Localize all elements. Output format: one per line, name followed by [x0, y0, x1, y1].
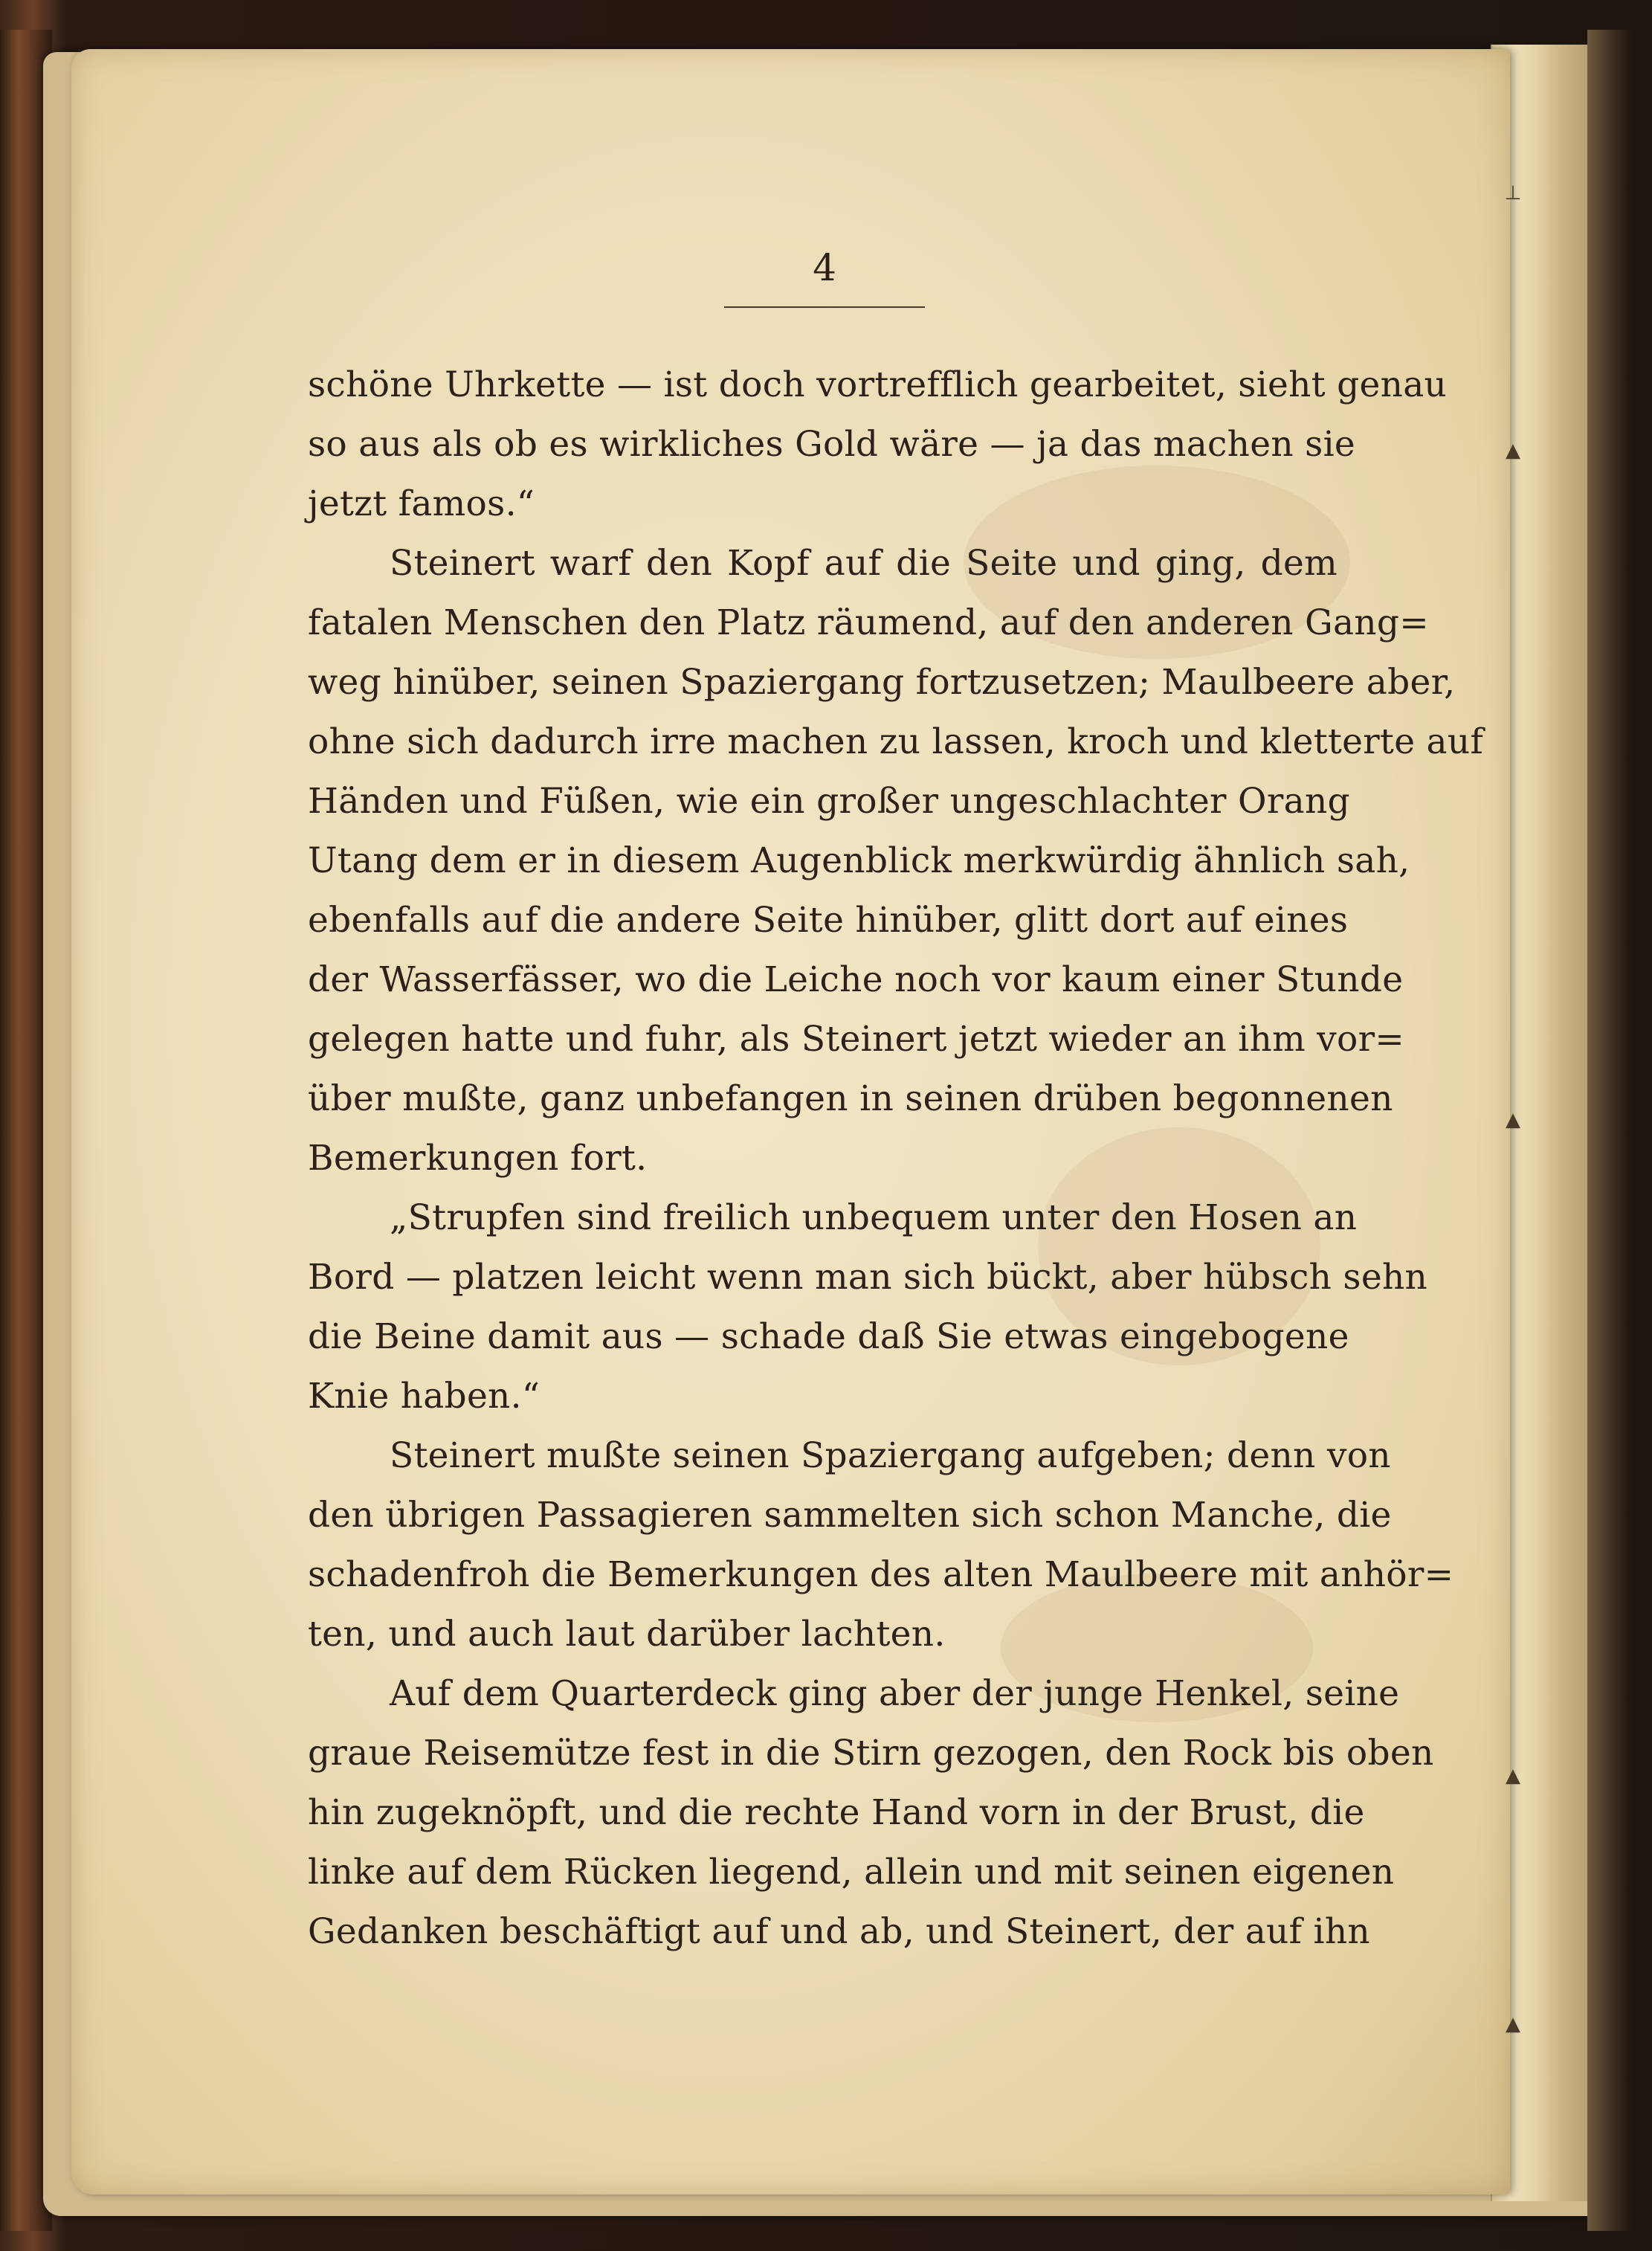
- text-line: die Beine damit aus — schade daß Sie etwas eingebogene: [308, 1316, 1349, 1357]
- text-line: ebenfalls auf die andere Seite hinüber, glitt dort auf eines: [308, 900, 1349, 941]
- text-line: Utang dem er in diesem Augenblick merkwürdig ähnlich sah,: [308, 840, 1410, 881]
- text-line: den übrigen Passagieren sammelten sich schon Manche, die: [308, 1495, 1392, 1536]
- text-line: Händen und Füßen, wie ein großer ungeschlachter Orang: [308, 781, 1350, 822]
- text-line: ohne sich dadurch irre machen zu lassen, kroch und kletterte auf: [308, 721, 1484, 762]
- page-number-rule: [724, 306, 925, 308]
- page-number: 4: [813, 246, 836, 289]
- text-line: hin zugeknöpft, und die rechte Hand vorn in der Brust, die: [308, 1792, 1365, 1833]
- binding-stitch-icon: ▲: [1506, 2013, 1520, 2035]
- text-line: graue Reisemütze fest in die Stirn gezogen, den Rock bis oben: [308, 1733, 1434, 1774]
- binding-stitch-icon: ⊥: [1504, 182, 1522, 205]
- text-line: Bemerkungen fort.: [308, 1138, 648, 1179]
- text-line: Bord — platzen leicht wenn man sich bückt, aber hübsch sehn: [308, 1257, 1428, 1298]
- text-line: Knie haben.“: [308, 1376, 541, 1417]
- text-line: der Wasserfässer, wo die Leiche noch vor kaum einer Stunde: [308, 959, 1404, 1000]
- binding-stitch-icon: ▲: [1506, 1109, 1520, 1131]
- binding-stitch-icon: ▲: [1506, 1765, 1520, 1787]
- text-line: ten, und auch laut darüber lachten.: [308, 1614, 946, 1655]
- binding-stitch-icon: ▲: [1506, 439, 1520, 462]
- text-line: gelegen hatte und fuhr, als Steinert jetzt wieder an ihm vor=: [308, 1019, 1405, 1060]
- text-line: „Strupfen sind freilich unbequem unter den Hosen an: [390, 1197, 1358, 1238]
- text-line: fatalen Menschen den Platz räumend, auf den anderen Gang=: [308, 602, 1429, 643]
- text-line: über mußte, ganz unbefangen in seinen drüben begonnenen: [308, 1078, 1393, 1119]
- body-text: [308, 355, 1484, 1991]
- right-page-edge: [1587, 30, 1632, 2231]
- text-line: schöne Uhrkette — ist doch vortrefflich gearbeitet, sieht genau: [308, 364, 1448, 405]
- text-line: Gedanken beschäftigt auf und ab, und Steinert, der auf ihn: [308, 1911, 1371, 1952]
- text-line: schadenfroh die Bemerkungen des alten Maulbeere mit anhör=: [308, 1554, 1454, 1595]
- text-line: so aus als ob es wirkliches Gold wäre — ja das machen sie: [308, 424, 1356, 465]
- text-line: Auf dem Quarterdeck ging aber der junge Henkel, seine: [390, 1673, 1400, 1714]
- text-line: Steinert warf den Kopf auf die Seite und ging, dem: [390, 543, 1338, 584]
- text-line: jetzt famos.“: [308, 483, 535, 524]
- text-line: linke auf dem Rücken liegend, allein und mit seinen eigenen: [308, 1852, 1395, 1893]
- text-line: Steinert mußte seinen Spaziergang aufgeben; denn von: [390, 1435, 1391, 1476]
- text-line: weg hinüber, seinen Spaziergang fortzusetzen; Maulbeere aber,: [308, 662, 1456, 703]
